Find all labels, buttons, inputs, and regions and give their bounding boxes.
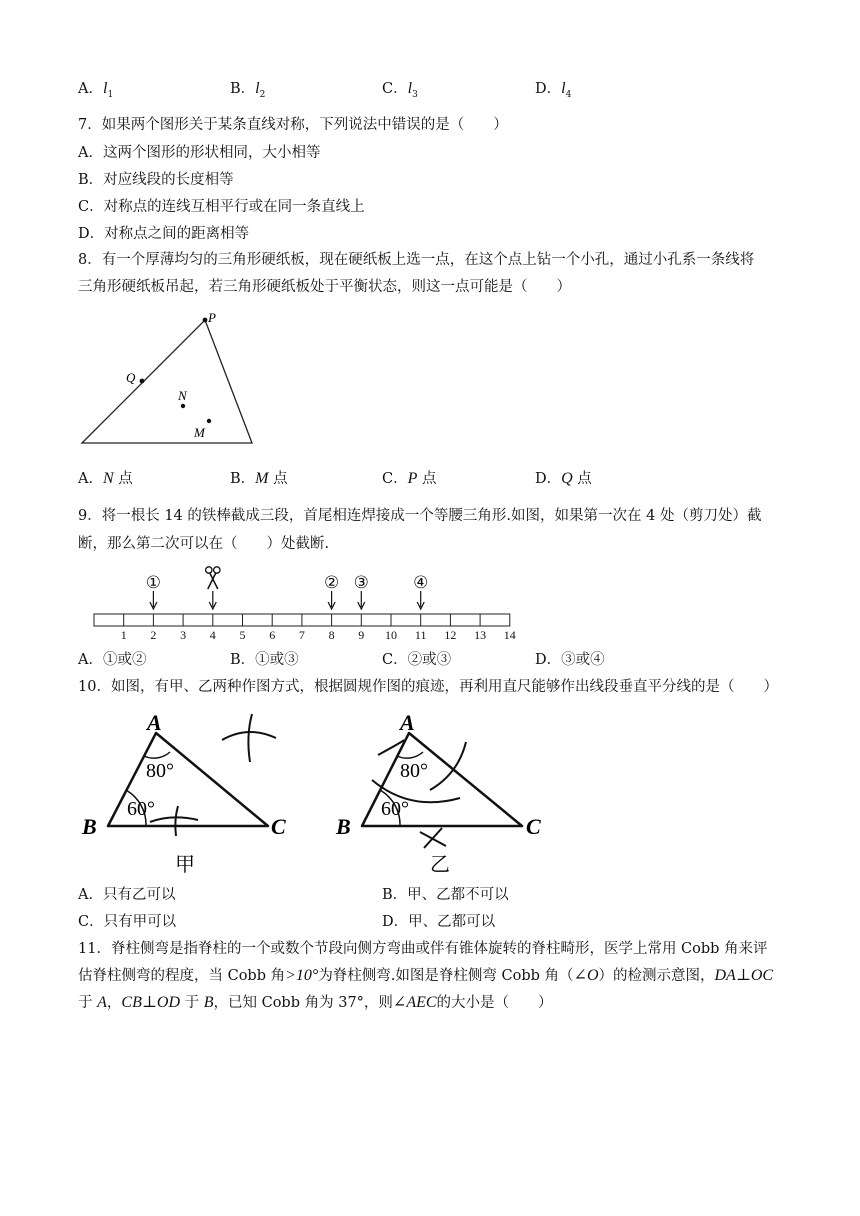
ruler-tick-label: 8	[328, 628, 335, 642]
label-p: P	[208, 310, 216, 325]
jia-angle-a: 80°	[146, 760, 174, 782]
svg-text:②: ②	[323, 573, 340, 592]
svg-text:③: ③	[353, 573, 369, 592]
q10-stem: 10．如图，有甲、乙两种作图方式，根据圆规作图的痕迹，再利用直尺能够作出线段垂直平分线的是（ ）	[78, 679, 778, 695]
ruler-tick-label: 14	[503, 628, 516, 642]
q8-option-c: C．P 点	[382, 470, 437, 487]
q11-line1: 11．脊柱侧弯是指脊柱的一个或数个节段向侧方弯曲或伴有锥体旋转的脊柱畸形，医学上常用 Cobb 角来评	[78, 941, 768, 957]
q9-stem-line1: 9．将一根长 14 的铁棒截成三段，首尾相连焊接成一个等腰三角形.如图，如果第一次在 4 处（剪刀处）截	[78, 508, 762, 524]
q7-stem: 7．如果两个图形关于某条直线对称，下列说法中错误的是（ ）	[78, 117, 508, 133]
q9-option-c: C．②或③	[382, 652, 452, 668]
label-m: M	[194, 425, 205, 440]
ruler-tick-label: 5	[239, 628, 246, 642]
q8-stem-line1: 8．有一个厚薄均匀的三角形硬纸板，现在硬纸板上选一点，在这个点上钻一个小孔，通过小孔系一条线将	[78, 252, 755, 268]
jia-angle-b: 60°	[127, 798, 155, 820]
q7-option-c: C．对称点的连线互相平行或在同一条直线上	[78, 199, 365, 215]
ruler-tick-label: 2	[150, 628, 157, 642]
q6-option-a: A．$l_1$	[78, 80, 114, 100]
q11-line3: 于 A，CB⊥OD 于 B，已知 Cobb 角为 37°，则∠AEC的大小是（ ）	[78, 994, 553, 1011]
q9-stem-line2: 断，那么第二次可以在（ ）处截断.	[78, 536, 330, 552]
q8-option-b: B．M 点	[230, 470, 288, 487]
q10-option-c: C．只有甲可以	[78, 914, 177, 930]
q6-option-b: B．$l_2$	[230, 80, 266, 100]
q9-option-d: D．③或④	[535, 652, 605, 668]
q6-option-d: D．$l_4$	[535, 80, 572, 100]
ruler-tick-label: 7	[298, 628, 305, 642]
label-n: N	[178, 388, 187, 403]
ruler-tick-label: 6	[269, 628, 276, 642]
ruler-tick-label: 11	[414, 628, 427, 642]
jia-label-c: C	[271, 814, 286, 839]
jia-label-a: A	[147, 710, 162, 735]
q7-option-b: B．对应线段的长度相等	[78, 172, 234, 188]
ruler-tick-label: 12	[444, 628, 457, 642]
ruler-tick-label: 1	[120, 628, 127, 642]
q11-line2: 估脊柱侧弯的程度，当 Cobb 角>10°为脊柱侧弯.如图是脊柱侧弯 Cobb 角（∠O）的检测示意图，DA⊥OC	[78, 967, 774, 984]
ruler-tick-label: 13	[474, 628, 487, 642]
q7-option-d: D．对称点之间的距离相等	[78, 226, 250, 242]
q6-option-c: C．$l_3$	[382, 80, 418, 100]
yi-angle-a: 80°	[400, 760, 428, 782]
q10-option-d: D．甲、乙都可以	[382, 914, 496, 930]
q10-option-a: A．只有乙可以	[78, 887, 176, 903]
ruler-tick-label: 10	[385, 628, 397, 642]
ruler-tick-label: 4	[209, 628, 216, 642]
svg-text:④: ④	[413, 573, 429, 592]
yi-label-c: C	[526, 814, 541, 839]
label-q: Q	[126, 370, 136, 385]
yi-caption: 乙	[430, 854, 450, 876]
jia-label-b: B	[82, 814, 97, 839]
yi-angle-b: 60°	[381, 798, 409, 820]
q8-option-a: A．N 点	[78, 470, 133, 487]
q8-stem-line2: 三角形硬纸板吊起，若三角形硬纸板处于平衡状态，则这一点可能是（ ）	[78, 279, 571, 295]
ruler-tick-label: 9	[358, 628, 365, 642]
jia-caption: 甲	[175, 854, 195, 876]
q8-option-d: D．Q 点	[535, 470, 592, 487]
q9-option-b: B．①或③	[230, 652, 299, 668]
ruler-tick-label: 3	[180, 628, 187, 642]
q9-option-a: A．①或②	[78, 652, 147, 668]
yi-label-a: A	[400, 710, 415, 735]
q10-option-b: B．甲、乙都不可以	[382, 887, 509, 903]
yi-label-b: B	[336, 814, 351, 839]
svg-text:①: ①	[145, 573, 162, 592]
q7-option-a: A．这两个图形的形状相同，大小相等	[78, 145, 321, 161]
